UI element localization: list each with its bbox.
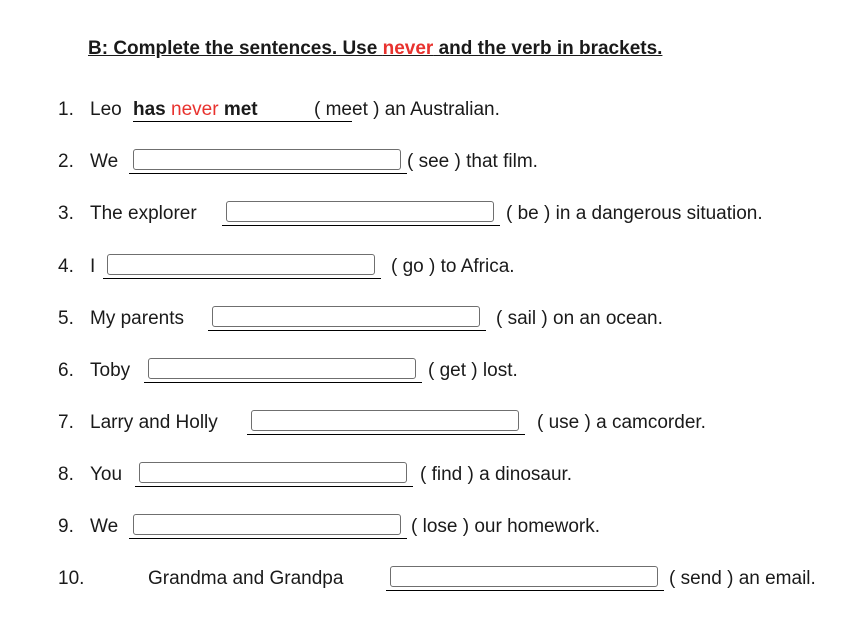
answer-input-4[interactable] bbox=[107, 254, 375, 275]
answer-input-8[interactable] bbox=[139, 462, 407, 483]
item-trail-text: ( sail ) on an ocean. bbox=[496, 308, 663, 329]
answer-input-5[interactable] bbox=[212, 306, 480, 327]
item-lead-text: You bbox=[90, 464, 123, 485]
item-trail-text: ( see ) that film. bbox=[407, 151, 538, 172]
item-lead-text: My parents bbox=[90, 308, 184, 329]
item-trail-text: ( use ) a camcorder. bbox=[537, 412, 706, 433]
item-lead-text: We bbox=[90, 516, 119, 537]
answer-field-4 bbox=[103, 254, 381, 279]
answer-input-10[interactable] bbox=[390, 566, 658, 587]
item-number: 6. bbox=[58, 360, 74, 381]
item-lead-text: Toby bbox=[90, 360, 131, 381]
heading-keyword: never bbox=[382, 38, 434, 59]
answer-field-2 bbox=[129, 149, 407, 174]
answer-input-6[interactable] bbox=[148, 358, 416, 379]
item-number: 2. bbox=[58, 151, 74, 172]
answer-part2: met bbox=[218, 99, 258, 120]
answer-field-5 bbox=[208, 306, 486, 331]
answer-field-3 bbox=[222, 201, 500, 226]
item-lead-text: Leo bbox=[90, 99, 122, 120]
item-trail-text: ( meet ) an Australian. bbox=[314, 99, 500, 120]
heading-part2: and the verb in brackets. bbox=[433, 38, 663, 59]
example-answer-underline bbox=[133, 121, 352, 122]
heading-part1: B: Complete the sentences. Use bbox=[88, 38, 383, 59]
answer-input-3[interactable] bbox=[226, 201, 494, 222]
answer-input-9[interactable] bbox=[133, 514, 401, 535]
item-trail-text: ( find ) a dinosaur. bbox=[420, 464, 573, 485]
answer-field-9 bbox=[129, 514, 407, 539]
item-trail-text: ( get ) lost. bbox=[428, 360, 518, 381]
item-number: 1. bbox=[58, 99, 74, 120]
example-answer bbox=[133, 99, 258, 121]
answer-field-6 bbox=[144, 358, 422, 383]
exercise-heading bbox=[88, 38, 662, 60]
item-trail-text: ( send ) an email. bbox=[669, 568, 816, 589]
item-number: 5. bbox=[58, 308, 74, 329]
item-number: 9. bbox=[58, 516, 74, 537]
item-lead-text: Grandma and Grandpa bbox=[148, 568, 344, 589]
item-lead-text: I bbox=[90, 256, 96, 277]
item-trail-text: ( go ) to Africa. bbox=[391, 256, 515, 277]
item-number: 8. bbox=[58, 464, 74, 485]
item-number: 7. bbox=[58, 412, 74, 433]
item-trail-text: ( lose ) our homework. bbox=[411, 516, 601, 537]
answer-input-2[interactable] bbox=[133, 149, 401, 170]
answer-part1: has bbox=[133, 99, 172, 120]
item-trail-text: ( be ) in a dangerous situation. bbox=[506, 203, 763, 224]
answer-field-8 bbox=[135, 462, 413, 487]
item-number: 10. bbox=[58, 568, 85, 589]
item-number: 3. bbox=[58, 203, 74, 224]
answer-field-10 bbox=[386, 566, 664, 591]
item-number: 4. bbox=[58, 256, 74, 277]
item-lead-text: Larry and Holly bbox=[90, 412, 218, 433]
answer-field-7 bbox=[247, 410, 525, 435]
item-lead-text: The explorer bbox=[90, 203, 197, 224]
answer-keyword: never bbox=[171, 99, 219, 120]
item-lead-text: We bbox=[90, 151, 119, 172]
answer-input-7[interactable] bbox=[251, 410, 519, 431]
